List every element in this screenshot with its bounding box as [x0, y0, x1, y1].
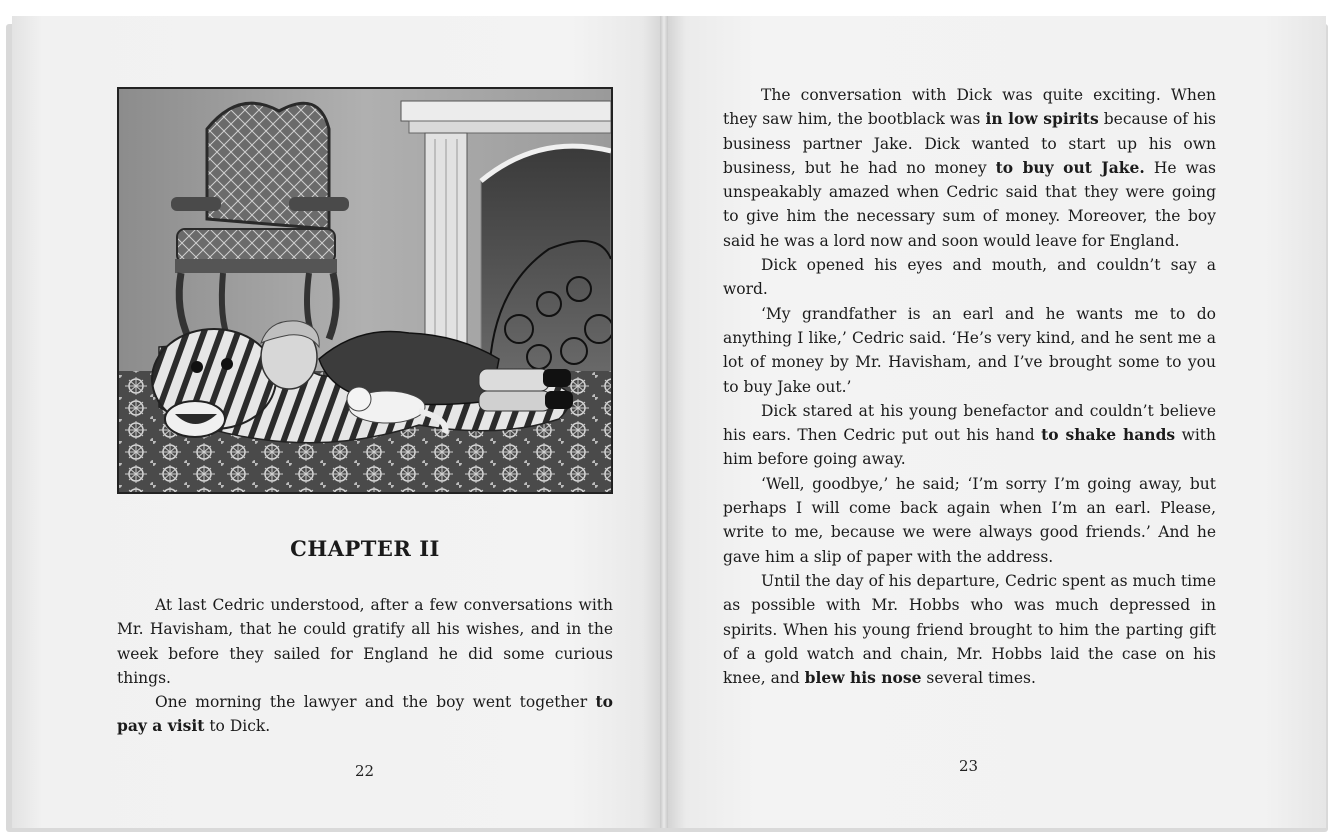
text-run: with him before going away. — [723, 426, 1217, 469]
bold-phrase: to buy out Jake. — [995, 157, 1145, 177]
bold-phrase: to shake hands — [1041, 425, 1176, 445]
text-run: At last Cedric understood, after a few conversations with Mr. Havisham, that he could gratify all his wishes, and in the week before they sailed for England he did some curious things. — [117, 596, 613, 687]
text-run: to Dick. — [204, 717, 271, 736]
bold-phrase: in low spirits — [985, 109, 1099, 129]
paragraph — [723, 253, 1216, 302]
text-run: ‘My grandfather is an earl and he wants me to do anything I like,’ Cedric said. ‘He’s very kind, and he sent me a lot of money by Mr. Havisham, and I’ve brought some to you to buy Jake out.’ — [723, 304, 1216, 396]
text-run: Until the day of his departure, Cedric spent as much time as possible with Mr. Hobbs who was much depressed in spirits. When his young friend brought to him the parting gift of a gold watch and chain, Mr. Hobbs laid the case on his knee, and — [723, 571, 1216, 688]
text-run: Dick stared at his young benefactor and couldn’t believe his ears. Then Cedric put out his hand — [723, 401, 1216, 445]
text-run: because of his business partner Jake. Dick wanted to start up his own business, but he had no money — [723, 110, 1216, 177]
paragraph — [723, 399, 1216, 472]
book-spine — [660, 16, 668, 828]
paragraph — [723, 302, 1216, 399]
right-page-text — [723, 83, 1216, 690]
text-run: ‘Well, goodbye,’ he said; ‘I’m sorry I’m going away, but perhaps I will come back again when I’m an earl. Please, write to me, because we were always good friends.’ And he gave him a slip of paper with the address. — [723, 474, 1216, 566]
text-run: Dick opened his eyes and mouth, and couldn’t say a word. — [723, 256, 1216, 299]
paragraph — [723, 83, 1216, 253]
text-run: One morning the lawyer and the boy went together — [155, 693, 596, 712]
paragraph — [723, 472, 1216, 569]
paragraph — [117, 593, 613, 690]
left-page-text — [117, 593, 613, 739]
bold-phrase: blew his nose — [804, 668, 922, 688]
paragraph — [723, 569, 1216, 690]
text-run: The conversation with Dick was quite exciting. When they saw him, the bootblack was — [723, 86, 1216, 129]
paragraph — [117, 690, 613, 739]
text-run: He was unspeakably amazed when Cedric said that they were going to give him the necessary sum of money. Moreover, the boy said he was a lord now and soon would leave for England. — [723, 158, 1216, 250]
chapter-title: CHAPTER II — [290, 536, 440, 561]
chapter-illustration — [117, 87, 613, 494]
bold-phrase: to pay a visit — [117, 692, 613, 736]
page-number-right: 23 — [959, 757, 979, 775]
page-number-left: 22 — [355, 762, 375, 780]
text-run: several times. — [921, 669, 1036, 688]
